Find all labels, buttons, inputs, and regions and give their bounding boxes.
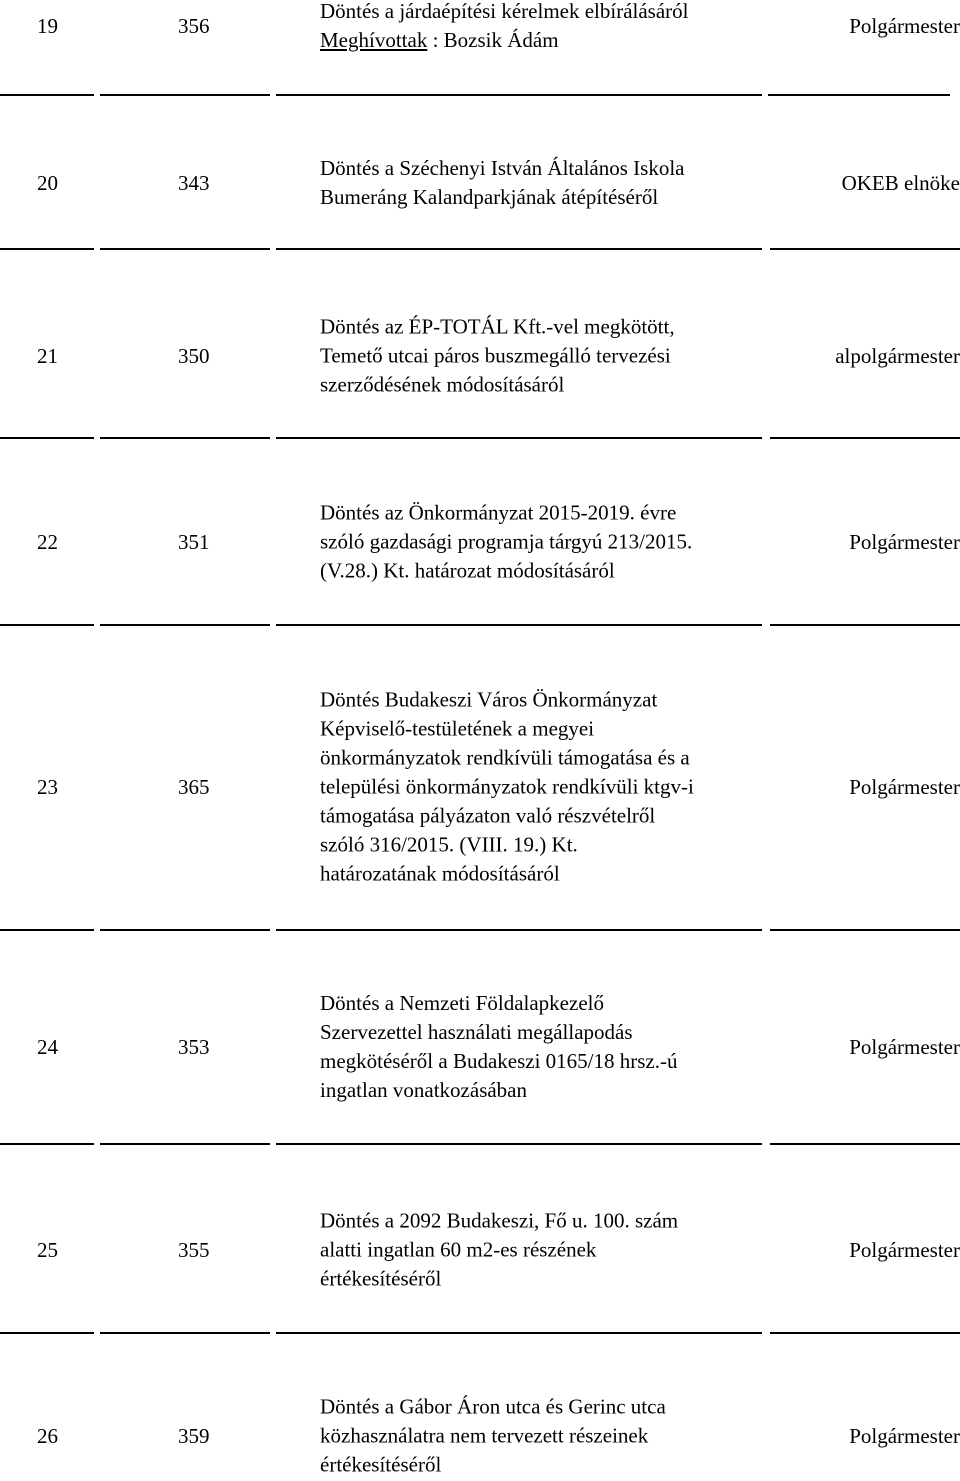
item-number: 22 <box>37 529 58 554</box>
divider <box>276 624 762 626</box>
divider <box>0 1332 94 1334</box>
title-line: Döntés Budakeszi Város Önkormányzat <box>320 687 658 712</box>
item-number: 23 <box>37 774 58 799</box>
title-line: Temető utcai páros buszmegálló tervezési <box>320 343 671 368</box>
agenda-row <box>0 988 960 1106</box>
title-line: értékesítéséről <box>320 1266 442 1291</box>
title-line: határozatának módosításáról <box>320 861 560 886</box>
divider <box>276 929 762 931</box>
agenda-row <box>0 312 960 400</box>
title-line: ingatlan vonatkozásában <box>320 1078 528 1102</box>
title-line: megkötéséről a Budakeszi 0165/18 hrsz.-ú <box>320 1049 678 1073</box>
divider <box>276 1143 762 1145</box>
divider <box>100 1143 270 1145</box>
title-line: értékesítéséről <box>320 1452 442 1477</box>
proposal-id: 350 <box>178 343 210 368</box>
agenda-row <box>0 1205 960 1295</box>
title-line: települési önkormányzatok rendkívüli ktgv-i <box>320 774 694 799</box>
title-line: szóló gazdasági programja tárgyú 213/2015. <box>320 529 693 554</box>
presenter: Polgármester <box>849 1423 960 1448</box>
agenda-row <box>0 498 960 586</box>
title-line: alatti ingatlan 60 m2-es részének <box>320 1237 597 1262</box>
proposal-id: 351 <box>178 529 210 554</box>
title-line: közhasználatra nem tervezett részeinek <box>320 1423 649 1448</box>
divider <box>100 94 270 96</box>
divider <box>0 624 94 626</box>
divider <box>770 929 960 931</box>
item-number: 26 <box>37 1423 58 1448</box>
proposal-id: 356 <box>178 13 210 38</box>
agenda-title <box>320 0 765 52</box>
divider <box>276 437 762 439</box>
presenter: Polgármester <box>849 1034 960 1059</box>
agenda-title <box>320 498 765 586</box>
divider <box>0 1143 94 1145</box>
title-line: szerződésének módosításáról <box>320 372 565 397</box>
divider <box>100 248 270 250</box>
agenda-row <box>0 154 960 212</box>
proposal-id: 343 <box>178 170 210 195</box>
agenda-row <box>0 0 960 52</box>
divider <box>770 1143 960 1145</box>
agenda-row <box>0 684 960 890</box>
invited-names: : Bozsik Ádám <box>427 28 559 52</box>
presenter: OKEB elnöke <box>841 170 960 195</box>
title-line: Döntés a Gábor Áron utca és Gerinc utca <box>320 1394 666 1419</box>
invited-label: Meghívottak <box>320 28 428 52</box>
agenda-title <box>320 684 765 890</box>
title-line: Döntés az ÉP-TOTÁL Kft.-vel megkötött, <box>320 314 675 339</box>
item-number: 21 <box>37 343 58 368</box>
title-line: Döntés az Önkormányzat 2015-2019. évre <box>320 500 677 525</box>
proposal-id: 353 <box>178 1034 210 1059</box>
divider <box>100 929 270 931</box>
agenda-title <box>320 154 765 212</box>
proposal-id: 365 <box>178 774 210 799</box>
agenda-title <box>320 312 765 400</box>
divider <box>0 94 94 96</box>
proposal-id: 359 <box>178 1423 210 1448</box>
divider <box>100 1332 270 1334</box>
title-line: Döntés a járdaépítési kérelmek elbírálásáról <box>320 0 689 23</box>
invited-line <box>320 26 765 55</box>
item-number: 24 <box>37 1034 58 1059</box>
title-line: támogatása pályázaton való részvételről <box>320 803 656 828</box>
divider <box>770 437 960 439</box>
title-line: Döntés a 2092 Budakeszi, Fő u. 100. szám <box>320 1208 679 1233</box>
divider <box>770 248 960 250</box>
agenda-title <box>320 988 765 1106</box>
agenda-title <box>320 1391 765 1481</box>
title-line: Döntés a Széchenyi István Általános Iskola <box>320 156 685 180</box>
title-line: Szervezettel használati megállapodás <box>320 1020 633 1044</box>
divider <box>0 929 94 931</box>
title-line: Képviselő-testületének a megyei <box>320 716 595 741</box>
divider <box>100 624 270 626</box>
divider <box>770 624 960 626</box>
title-line: önkormányzatok rendkívüli támogatása és a <box>320 745 690 770</box>
proposal-id: 355 <box>178 1237 210 1262</box>
title-line: Döntés a Nemzeti Földalapkezelő <box>320 991 604 1015</box>
item-number: 20 <box>37 170 58 195</box>
divider <box>0 437 94 439</box>
presenter: Polgármester <box>849 1237 960 1262</box>
presenter: Polgármester <box>849 774 960 799</box>
title-line: Bumeráng Kalandparkjának átépítéséről <box>320 185 659 209</box>
divider <box>770 1332 960 1334</box>
presenter: Polgármester <box>849 13 960 38</box>
agenda-row <box>0 1391 960 1481</box>
divider <box>276 1332 762 1334</box>
item-number: 19 <box>37 13 58 38</box>
agenda-title <box>320 1205 765 1295</box>
divider <box>100 437 270 439</box>
presenter: Polgármester <box>849 529 960 554</box>
title-line: szóló 316/2015. (VIII. 19.) Kt. <box>320 832 578 857</box>
divider <box>276 248 762 250</box>
divider <box>276 94 762 96</box>
divider <box>0 248 94 250</box>
presenter: alpolgármester <box>835 343 960 368</box>
divider <box>768 94 950 96</box>
item-number: 25 <box>37 1237 58 1262</box>
title-line: (V.28.) Kt. határozat módosításáról <box>320 558 615 583</box>
